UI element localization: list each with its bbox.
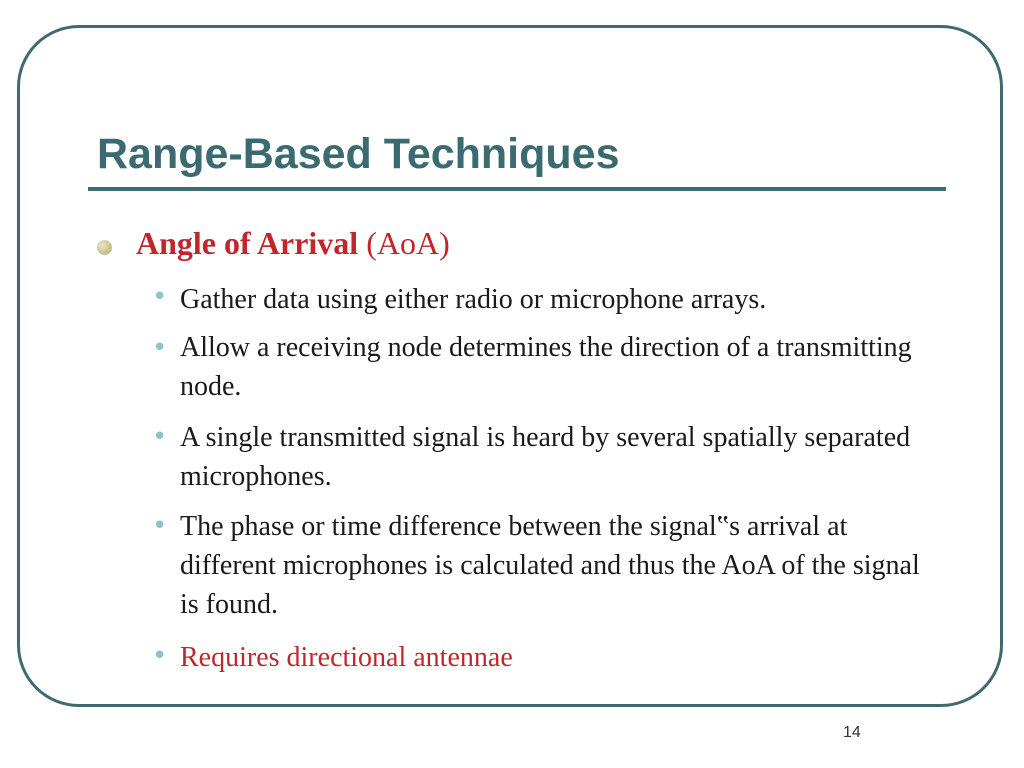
sub-bullet-text: Gather data using either radio or microphone arrays.: [180, 284, 767, 315]
sub-bullet-text: The phase or time difference between the signal‟s arrival at different microphones is calculated and thus the AoA of the signal is found.: [180, 511, 920, 620]
sub-bullet-icon: •: [152, 511, 168, 541]
sub-bullet-icon: •: [152, 333, 168, 363]
sub-bullet-text: A single transmitted signal is heard by several spatially separated microphones.: [180, 422, 911, 492]
bullet-heading-bold: Angle of Arrival: [136, 225, 359, 261]
slide-title: Range-Based Techniques: [97, 130, 620, 178]
sub-bullet-icon: •: [152, 641, 168, 671]
page-number: 14: [843, 724, 861, 741]
sub-bullet-text: Allow a receiving node determines the direction of a transmitting node.: [180, 332, 912, 402]
sub-bullet-icon: •: [152, 282, 168, 312]
title-underline: [88, 187, 946, 191]
bullet-heading-rest: (AoA): [358, 225, 450, 261]
sub-bullet-icon: •: [152, 422, 168, 452]
sub-bullet-text: Requires directional antennae: [180, 642, 513, 673]
bullet-dot-icon: [97, 240, 112, 255]
bullet-heading: [136, 221, 450, 265]
